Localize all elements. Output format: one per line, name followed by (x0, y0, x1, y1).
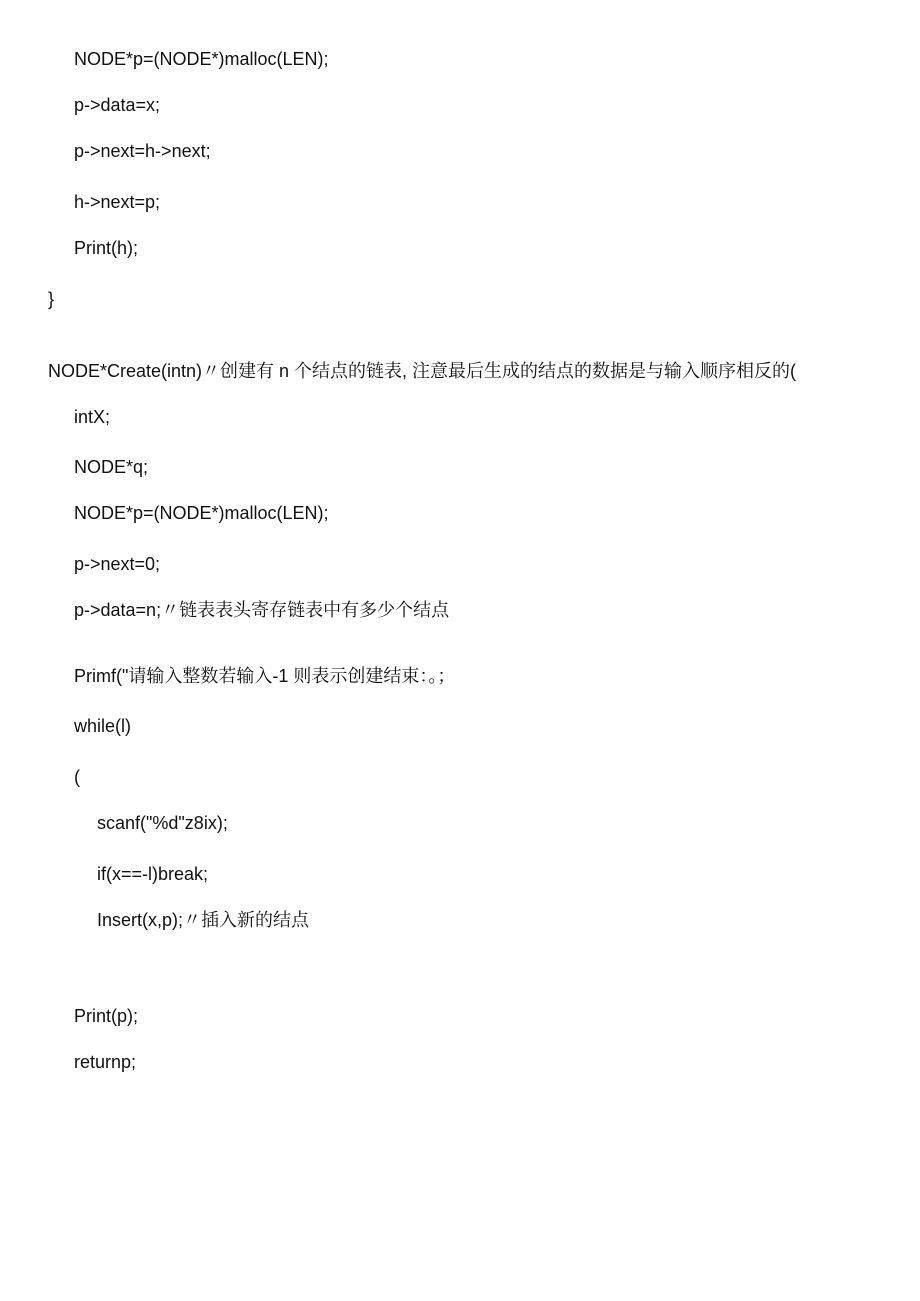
code-line: scanf("%d"z8ix); (97, 813, 228, 833)
code-line: p->data=n;〃链表表头寄存链表中有多少个结点 (74, 600, 450, 620)
code-line: p->data=x; (74, 95, 161, 115)
code-line: Print(p); (74, 1006, 139, 1026)
code-line: while(l) (74, 716, 132, 736)
code-line: h->next=p; (74, 192, 161, 212)
code-line: p->next=h->next; (74, 141, 211, 161)
code-line: intX; (74, 407, 111, 427)
code-line: ( (74, 767, 80, 787)
code-line: NODE*p=(NODE*)malloc(LEN); (74, 503, 329, 523)
code-line: NODE*p=(NODE*)malloc(LEN); (74, 49, 329, 69)
code-line: NODE*Create(intn)〃创建有 n 个结点的链表, 注意最后生成的结点的数据是与输入顺序相反的( (48, 361, 797, 381)
code-line: Print(h); (74, 238, 139, 258)
code-line: Primf("请输入整数若输入-1 则表示创建结束：。； (74, 666, 456, 686)
code-line: NODE*q; (74, 457, 149, 477)
code-line: returnp; (74, 1052, 137, 1072)
code-line: p->next=0; (74, 554, 161, 574)
code-line: Insert(x,p);〃插入新的结点 (97, 910, 310, 930)
code-line: if(x==-l)break; (97, 864, 209, 884)
code-line: } (48, 289, 55, 309)
